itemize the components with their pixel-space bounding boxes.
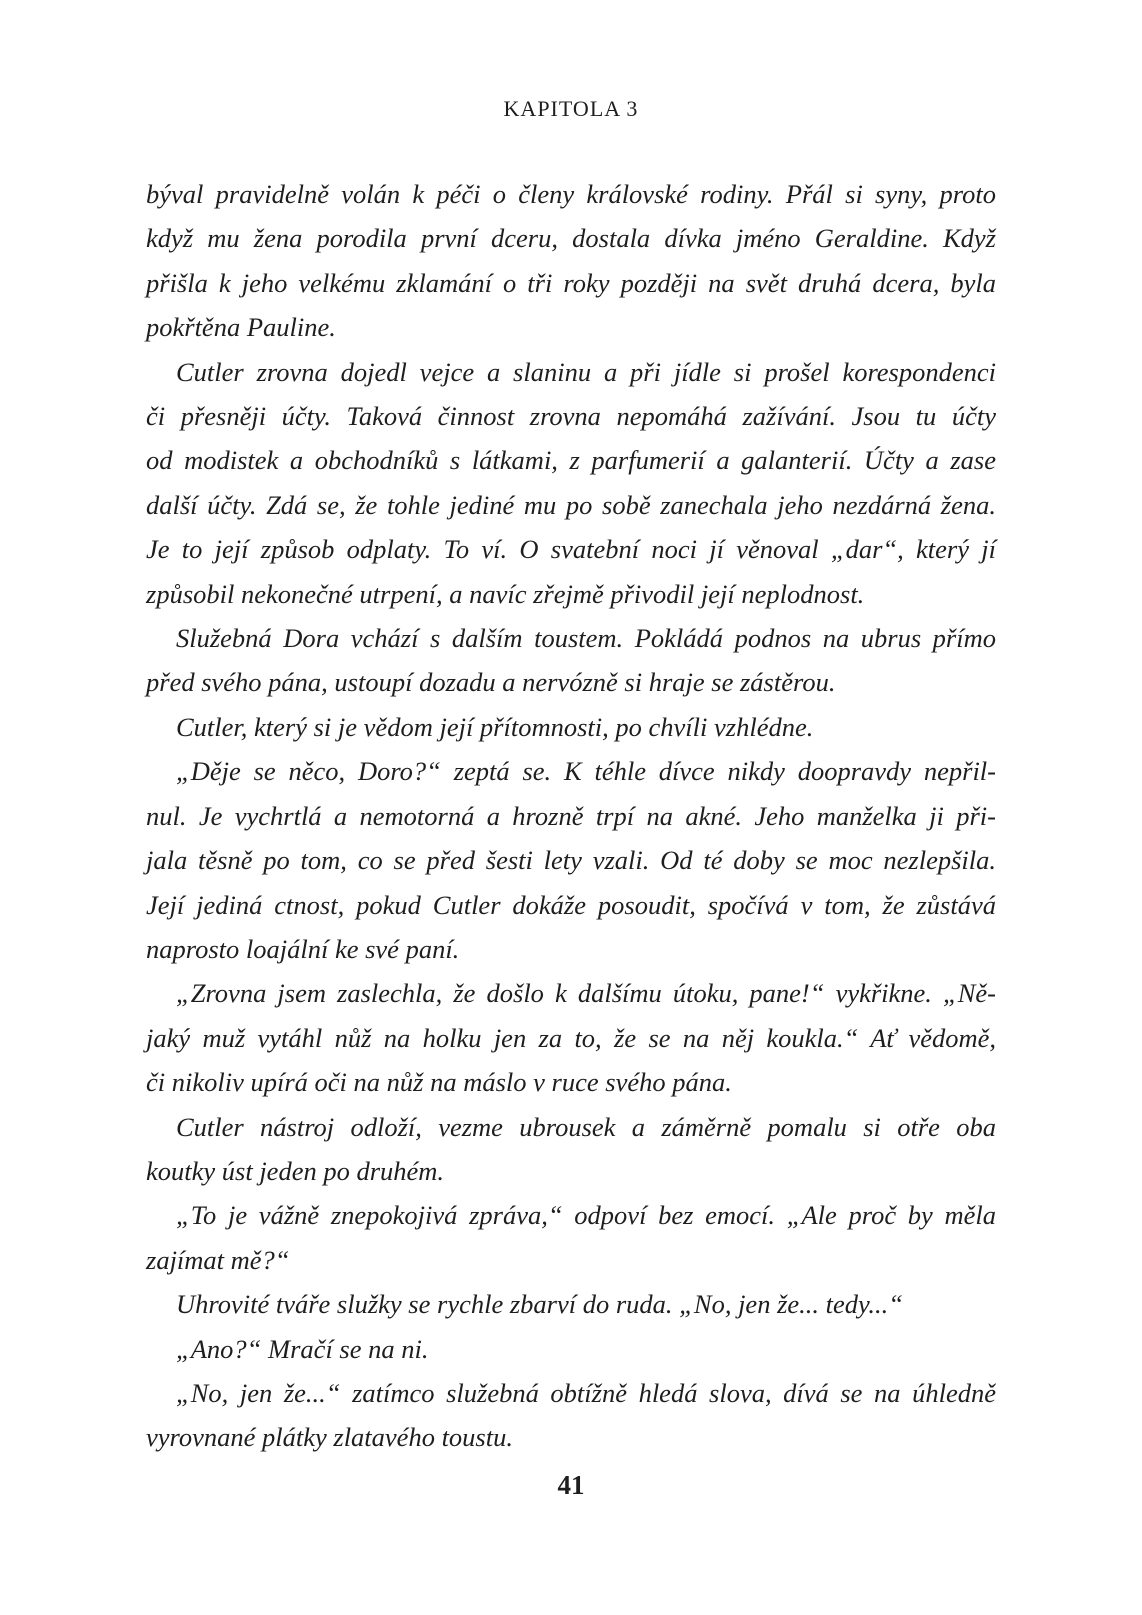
text-line: Cutler zrovna dojedl vejce a slaninu a při jídle si prošel korespondenci xyxy=(176,356,996,387)
text-line: vyrovnané plátky zlatavého toustu. xyxy=(146,1422,513,1453)
text-line: jala těsně po tom, co se před šesti lety vzali. Od té doby se moc nezlepšila. xyxy=(146,845,996,876)
text-line: když mu žena porodila první dceru, dostala dívka jméno Geraldine. Když xyxy=(146,223,996,254)
chapter-header: KAPITOLA 3 xyxy=(503,96,639,121)
text-line: Její jediná ctnost, pokud Cutler dokáže posoudit, spočívá v tom, že zůstává xyxy=(146,889,996,920)
text-line: Uhrovité tváře služky se rychle zbarví do ruda. „No, jen že... tedy...“ xyxy=(176,1289,903,1320)
text-line: zajímat mě?“ xyxy=(146,1244,290,1275)
page-number: 41 xyxy=(557,1470,585,1500)
text-line: před svého pána, ustoupí dozadu a nervózně si hraje se zástěrou. xyxy=(146,667,836,698)
text-line: další účty. Zdá se, že tohle jediné mu po sobě zanechala jeho nezdárná žena. xyxy=(146,489,996,520)
text-line: přišla k jeho velkému zklamání o tři roky později na svět druhá dcera, byla xyxy=(146,267,996,298)
text-line: jaký muž vytáhl nůž na holku jen za to, že se na něj koukla.“ Ať vědomě, xyxy=(146,1022,996,1053)
text-line: Je to její způsob odplaty. To ví. O svatební noci jí věnoval „dar“, který jí xyxy=(146,534,996,565)
text-line: „Děje se něco, Doro?“ zeptá se. K téhle dívce nikdy doopravdy nepřil- xyxy=(176,756,996,787)
text-line: Cutler, který si je vědom její přítomnosti, po chvíli vzhlédne. xyxy=(176,711,814,742)
text-line: pokřtěna Pauline. xyxy=(146,312,336,343)
text-line: od modistek a obchodníků s látkami, z parfumerií a galanterií. Účty a zase xyxy=(146,445,996,476)
text-line: Cutler nástroj odloží, vezme ubrousek a záměrně pomalu si otře oba xyxy=(176,1111,996,1142)
text-line: „No, jen že...“ zatímco služebná obtížně hledá slova, dívá se na úhledně xyxy=(176,1377,996,1408)
text-line: naprosto loajální ke své paní. xyxy=(146,933,460,964)
text-line: Služebná Dora vchází s dalším toustem. Pokládá podnos na ubrus přímo xyxy=(176,623,996,654)
text-line: nul. Je vychrtlá a nemotorná a hrozně trpí na akné. Jeho manželka ji při- xyxy=(146,800,996,831)
text-line: způsobil nekonečné utrpení, a navíc zřejmě přivodil její neplodnost. xyxy=(146,578,865,609)
text-line: „Ano?“ Mračí se na ni. xyxy=(176,1333,429,1364)
text-line: býval pravidelně volán k péči o členy královské rodiny. Přál si syny, proto xyxy=(146,179,996,209)
text-line: či přesněji účty. Taková činnost zrovna nepomáhá zažívání. Jsou tu účty xyxy=(146,401,996,432)
text-line: koutky úst jeden po druhém. xyxy=(146,1155,445,1186)
body-text xyxy=(146,172,996,1460)
text-line: „Zrovna jsem zaslechla, že došlo k dalšímu útoku, pane!“ vykřikne. „Ně- xyxy=(176,978,996,1009)
text-line: či nikoliv upírá oči na nůž na máslo v ruce svého pána. xyxy=(146,1067,732,1098)
text-line: „To je vážně znepokojivá zpráva,“ odpoví bez emocí. „Ale proč by měla xyxy=(176,1200,996,1231)
